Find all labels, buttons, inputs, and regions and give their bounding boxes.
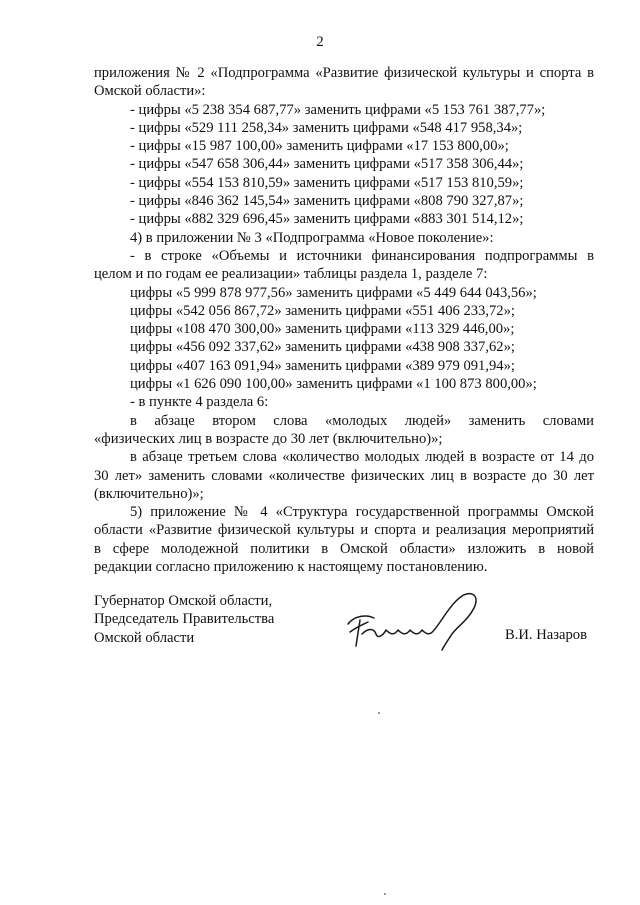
- text-line: цифры «456 092 337,62» заменить цифрами «438 908 337,62»;: [130, 339, 515, 356]
- text-line: 5) приложение № 4 «Структура государственной программы Омской: [130, 504, 594, 521]
- text-line: цифры «108 470 300,00» заменить цифрами «113 329 446,00»;: [130, 321, 515, 338]
- text-line: области «Развитие физической культуры и спорта и реализация мероприятий: [94, 522, 594, 539]
- text-line: цифры «1 626 090 100,00» заменить цифрами «1 100 873 800,00»;: [130, 376, 537, 393]
- scan-speck: [378, 712, 380, 714]
- text-line: целом и по годам ее реализации» таблицы раздела 1, разделе 7:: [94, 266, 488, 283]
- text-line: - цифры «529 111 258,34» заменить цифрами «548 417 958,34»;: [130, 119, 523, 136]
- text-line: «физических лиц в возрасте до 30 лет (включительно)»;: [94, 430, 443, 447]
- text-line: Омской области»:: [94, 83, 206, 100]
- text-line: - цифры «846 362 145,54» заменить цифрами «808 790 327,87»;: [130, 193, 524, 210]
- handwritten-signature: [340, 584, 500, 654]
- text-line: - цифры «882 329 696,45» заменить цифрами «883 301 514,12»;: [130, 211, 524, 228]
- text-line: - в строке «Объемы и источники финансирования подпрограммы в: [130, 247, 594, 264]
- page-number: 2: [316, 34, 324, 50]
- text-line: редакции согласно приложению к настоящему постановлению.: [94, 559, 488, 576]
- text-line: в сфере молодежной политики в Омской области» изложить в новой: [94, 540, 594, 557]
- text-line: цифры «407 163 091,94» заменить цифрами «389 979 091,94»;: [130, 357, 515, 374]
- position-line: Губернатор Омской области,: [94, 593, 273, 609]
- position-line: Омской области: [94, 629, 195, 646]
- text-line: в абзаце третьем слова «количество молодых людей в возрасте от 14 до: [130, 449, 594, 466]
- signatory-position: [94, 592, 274, 647]
- text-line: - в пункте 4 раздела 6:: [130, 394, 269, 411]
- text-line: (включительно)»;: [94, 485, 204, 502]
- text-line: в абзаце втором слова «молодых людей» заменить словами: [130, 412, 594, 429]
- position-line: Председатель Правительства: [94, 611, 275, 628]
- text-line: 4) в приложении № 3 «Подпрограмма «Новое поколение»:: [130, 229, 494, 246]
- text-line: приложения № 2 «Подпрограмма «Развитие физической культуры и спорта в: [94, 65, 594, 81]
- text-line: - цифры «15 987 100,00» заменить цифрами «17 153 800,00»;: [130, 138, 509, 155]
- text-line: - цифры «554 153 810,59» заменить цифрами «517 153 810,59»;: [130, 174, 524, 191]
- text-line: - цифры «547 658 306,44» заменить цифрами «517 358 306,44»;: [130, 156, 524, 173]
- document-body: [94, 64, 594, 576]
- scan-speck: [384, 893, 386, 895]
- signer-name: В.И. Назаров: [505, 627, 587, 643]
- text-line: - цифры «5 238 354 687,77» заменить цифрами «5 153 761 387,77»;: [130, 101, 546, 118]
- text-line: цифры «542 056 867,72» заменить цифрами «551 406 233,72»;: [130, 302, 515, 319]
- text-line: 30 лет» заменить словами «количестве физических лиц в возрасте до 30 лет: [94, 467, 594, 484]
- text-line: цифры «5 999 878 977,56» заменить цифрами «5 449 644 043,56»;: [130, 284, 537, 301]
